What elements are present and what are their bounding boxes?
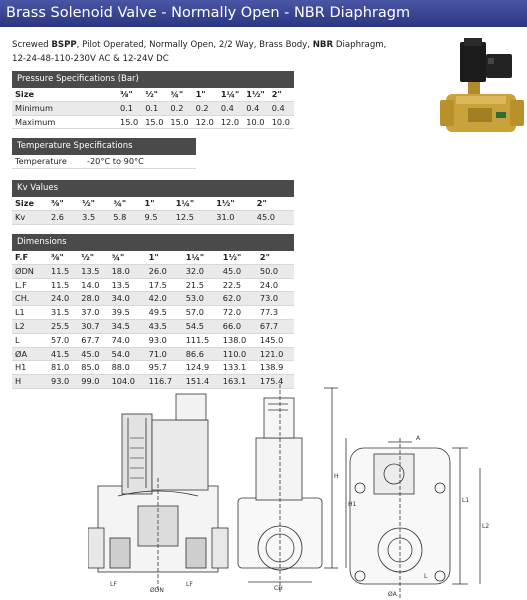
table-cell: 32.0	[183, 264, 220, 278]
dim-label-a: A	[416, 435, 421, 442]
table-cell: 53.0	[183, 292, 220, 306]
table-cell: 88.0	[109, 361, 146, 375]
table-cell: 0.4	[243, 101, 268, 115]
col-header: 1½"	[220, 251, 257, 264]
col-header: F.F	[12, 251, 48, 264]
dim-label-odn: ØDN	[150, 587, 164, 594]
table-cell: 99.0	[78, 375, 108, 389]
table-cell: 28.0	[78, 292, 108, 306]
table-cell: 111.5	[183, 333, 220, 347]
pressure-spec-table	[12, 88, 294, 129]
table-cell: 54.0	[109, 347, 146, 361]
table-cell: 10.0	[243, 115, 268, 129]
table-cell: 0.1	[142, 101, 167, 115]
dim-label-ch: CH	[274, 585, 283, 592]
col-header: ⅜"	[117, 88, 142, 101]
page-title: Brass Solenoid Valve - Normally Open - NBR Diaphragm	[0, 0, 527, 27]
product-description	[12, 38, 412, 66]
table-cell: 22.5	[220, 278, 257, 292]
table-cell: 77.3	[257, 306, 294, 320]
dim-label-l: L	[424, 573, 428, 580]
desc-bold-bspp: BSPP	[51, 40, 77, 50]
table-cell: 37.0	[78, 306, 108, 320]
col-header: 2"	[269, 88, 294, 101]
table-cell: 74.0	[109, 333, 146, 347]
table-cell: 15.0	[167, 115, 192, 129]
kv-table	[12, 197, 294, 225]
table-row	[12, 306, 294, 320]
table-cell: 124.9	[183, 361, 220, 375]
desc-text: , Pilot Operated, Normally Open, 2/2 Way, Brass Body,	[76, 40, 313, 50]
table-cell: 11.5	[48, 278, 78, 292]
table-row	[12, 292, 294, 306]
dim-label-h1: H1	[348, 501, 357, 508]
col-header: 1¼"	[218, 88, 243, 101]
row-label: L	[12, 333, 48, 347]
table-cell: 116.7	[146, 375, 183, 389]
col-header: ¾"	[109, 251, 146, 264]
technical-drawing	[88, 378, 527, 600]
table-cell: 45.0	[220, 264, 257, 278]
desc-text: Diaphragm,	[333, 40, 387, 50]
table-cell: 93.0	[48, 375, 78, 389]
table-cell: 67.7	[78, 333, 108, 347]
row-label: H1	[12, 361, 48, 375]
col-header: 1"	[193, 88, 218, 101]
table-cell: 34.5	[109, 319, 146, 333]
table-row	[12, 278, 294, 292]
col-header: ½"	[142, 88, 167, 101]
row-label: CH.	[12, 292, 48, 306]
col-header: ⅜"	[48, 197, 79, 210]
table-cell: 0.2	[167, 101, 192, 115]
table-cell: 62.0	[220, 292, 257, 306]
table-cell: 39.5	[109, 306, 146, 320]
dimensions-section	[12, 234, 294, 389]
dim-label-lf: LF	[110, 581, 117, 588]
description-line-1	[12, 38, 412, 52]
table-row	[12, 361, 294, 375]
row-label: ØA	[12, 347, 48, 361]
col-header: ¾"	[110, 197, 141, 210]
table-cell: 12.5	[173, 210, 214, 224]
dim-label-lf-right: LF	[186, 581, 193, 588]
table-cell: 10.0	[269, 115, 294, 129]
col-header: Size	[12, 197, 48, 210]
table-cell: 26.0	[146, 264, 183, 278]
table-cell: 138.9	[257, 361, 294, 375]
row-label: Maximum	[12, 115, 117, 129]
desc-text: Screwed	[12, 40, 52, 50]
table-cell: 12.0	[218, 115, 243, 129]
table-cell: 45.0	[254, 210, 294, 224]
table-cell: 73.0	[257, 292, 294, 306]
col-header: 1½"	[243, 88, 268, 101]
table-cell: 95.7	[146, 361, 183, 375]
table-cell: 121.0	[257, 347, 294, 361]
kv-header: Kv Values	[12, 180, 294, 197]
table-cell: 57.0	[183, 306, 220, 320]
table-cell: 11.5	[48, 264, 78, 278]
table-cell: 72.0	[220, 306, 257, 320]
table-cell: 104.0	[109, 375, 146, 389]
table-cell: 151.4	[183, 375, 220, 389]
row-label: H	[12, 375, 48, 389]
dimensions-table	[12, 251, 294, 389]
table-cell: 15.0	[142, 115, 167, 129]
table-cell: 175.4	[257, 375, 294, 389]
table-cell: 86.6	[183, 347, 220, 361]
row-label: Minimum	[12, 101, 117, 115]
table-cell: 66.0	[220, 319, 257, 333]
col-header: 1¼"	[183, 251, 220, 264]
table-cell: 67.7	[257, 319, 294, 333]
table-cell: -20°C to 90°C	[84, 155, 196, 168]
table-header-row	[12, 251, 294, 264]
row-label: L2	[12, 319, 48, 333]
col-header: 1¼"	[173, 197, 214, 210]
table-cell: 3.5	[79, 210, 110, 224]
table-cell: 71.0	[146, 347, 183, 361]
description-line-2: 12-24-48-110-230V AC & 12-24V DC	[12, 54, 169, 64]
table-cell: 13.5	[78, 264, 108, 278]
table-row	[12, 115, 294, 129]
table-row	[12, 333, 294, 347]
table-cell: 0.2	[193, 101, 218, 115]
dim-label-l2: L2	[482, 523, 490, 530]
col-header: Size	[12, 88, 117, 101]
table-cell: 24.0	[48, 292, 78, 306]
table-cell: 21.5	[183, 278, 220, 292]
table-row	[12, 101, 294, 115]
table-cell: 14.0	[78, 278, 108, 292]
row-label: ØDN	[12, 264, 48, 278]
col-header: ⅜"	[48, 251, 78, 264]
row-label: Kv	[12, 210, 48, 224]
col-header: 1"	[146, 251, 183, 264]
col-header: 2"	[254, 197, 294, 210]
row-label: Temperature	[12, 155, 84, 168]
table-cell: 0.4	[218, 101, 243, 115]
dim-label-oa: ØA	[388, 591, 397, 598]
table-row	[12, 210, 294, 224]
table-row	[12, 264, 294, 278]
table-cell: 81.0	[48, 361, 78, 375]
table-header-row	[12, 88, 294, 101]
col-header: 1½"	[213, 197, 254, 210]
col-header: ½"	[78, 251, 108, 264]
table-row	[12, 319, 294, 333]
pressure-spec-header: Pressure Specifications (Bar)	[12, 71, 294, 88]
table-cell: 85.0	[78, 361, 108, 375]
table-row	[12, 155, 196, 168]
col-header: ½"	[79, 197, 110, 210]
temperature-spec-header: Temperature Specifications	[12, 138, 196, 155]
table-cell: 24.0	[257, 278, 294, 292]
col-header: ¾"	[167, 88, 192, 101]
table-cell: 133.1	[220, 361, 257, 375]
col-header: 2"	[257, 251, 294, 264]
table-row	[12, 347, 294, 361]
table-cell: 145.0	[257, 333, 294, 347]
table-cell: 163.1	[220, 375, 257, 389]
table-cell: 34.0	[109, 292, 146, 306]
row-label: L.F	[12, 278, 48, 292]
dim-label-l1: L1	[462, 497, 470, 504]
table-cell: 30.7	[78, 319, 108, 333]
table-cell: 0.4	[269, 101, 294, 115]
dimensions-header: Dimensions	[12, 234, 294, 251]
temperature-spec-section	[12, 138, 196, 169]
pressure-spec-section	[12, 71, 294, 129]
table-cell: 12.0	[193, 115, 218, 129]
table-cell: 25.5	[48, 319, 78, 333]
table-cell: 2.6	[48, 210, 79, 224]
col-header: 1"	[142, 197, 173, 210]
table-cell: 50.0	[257, 264, 294, 278]
table-cell: 0.1	[117, 101, 142, 115]
table-cell: 15.0	[117, 115, 142, 129]
table-cell: 17.5	[146, 278, 183, 292]
table-cell: 45.0	[78, 347, 108, 361]
product-photo	[438, 38, 524, 138]
desc-bold-nbr: NBR	[312, 40, 334, 50]
table-cell: 18.0	[109, 264, 146, 278]
table-cell: 41.5	[48, 347, 78, 361]
table-cell: 93.0	[146, 333, 183, 347]
table-cell: 5.8	[110, 210, 141, 224]
row-label: L1	[12, 306, 48, 320]
table-cell: 42.0	[146, 292, 183, 306]
table-cell: 54.5	[183, 319, 220, 333]
dim-label-h: H	[334, 473, 339, 480]
table-cell: 110.0	[220, 347, 257, 361]
table-cell: 13.5	[109, 278, 146, 292]
table-cell: 49.5	[146, 306, 183, 320]
temperature-spec-table	[12, 155, 196, 169]
table-cell: 31.0	[213, 210, 254, 224]
table-cell: 57.0	[48, 333, 78, 347]
table-cell: 31.5	[48, 306, 78, 320]
table-cell: 43.5	[146, 319, 183, 333]
table-cell: 9.5	[142, 210, 173, 224]
table-header-row	[12, 197, 294, 210]
table-cell: 138.0	[220, 333, 257, 347]
kv-section	[12, 180, 294, 225]
